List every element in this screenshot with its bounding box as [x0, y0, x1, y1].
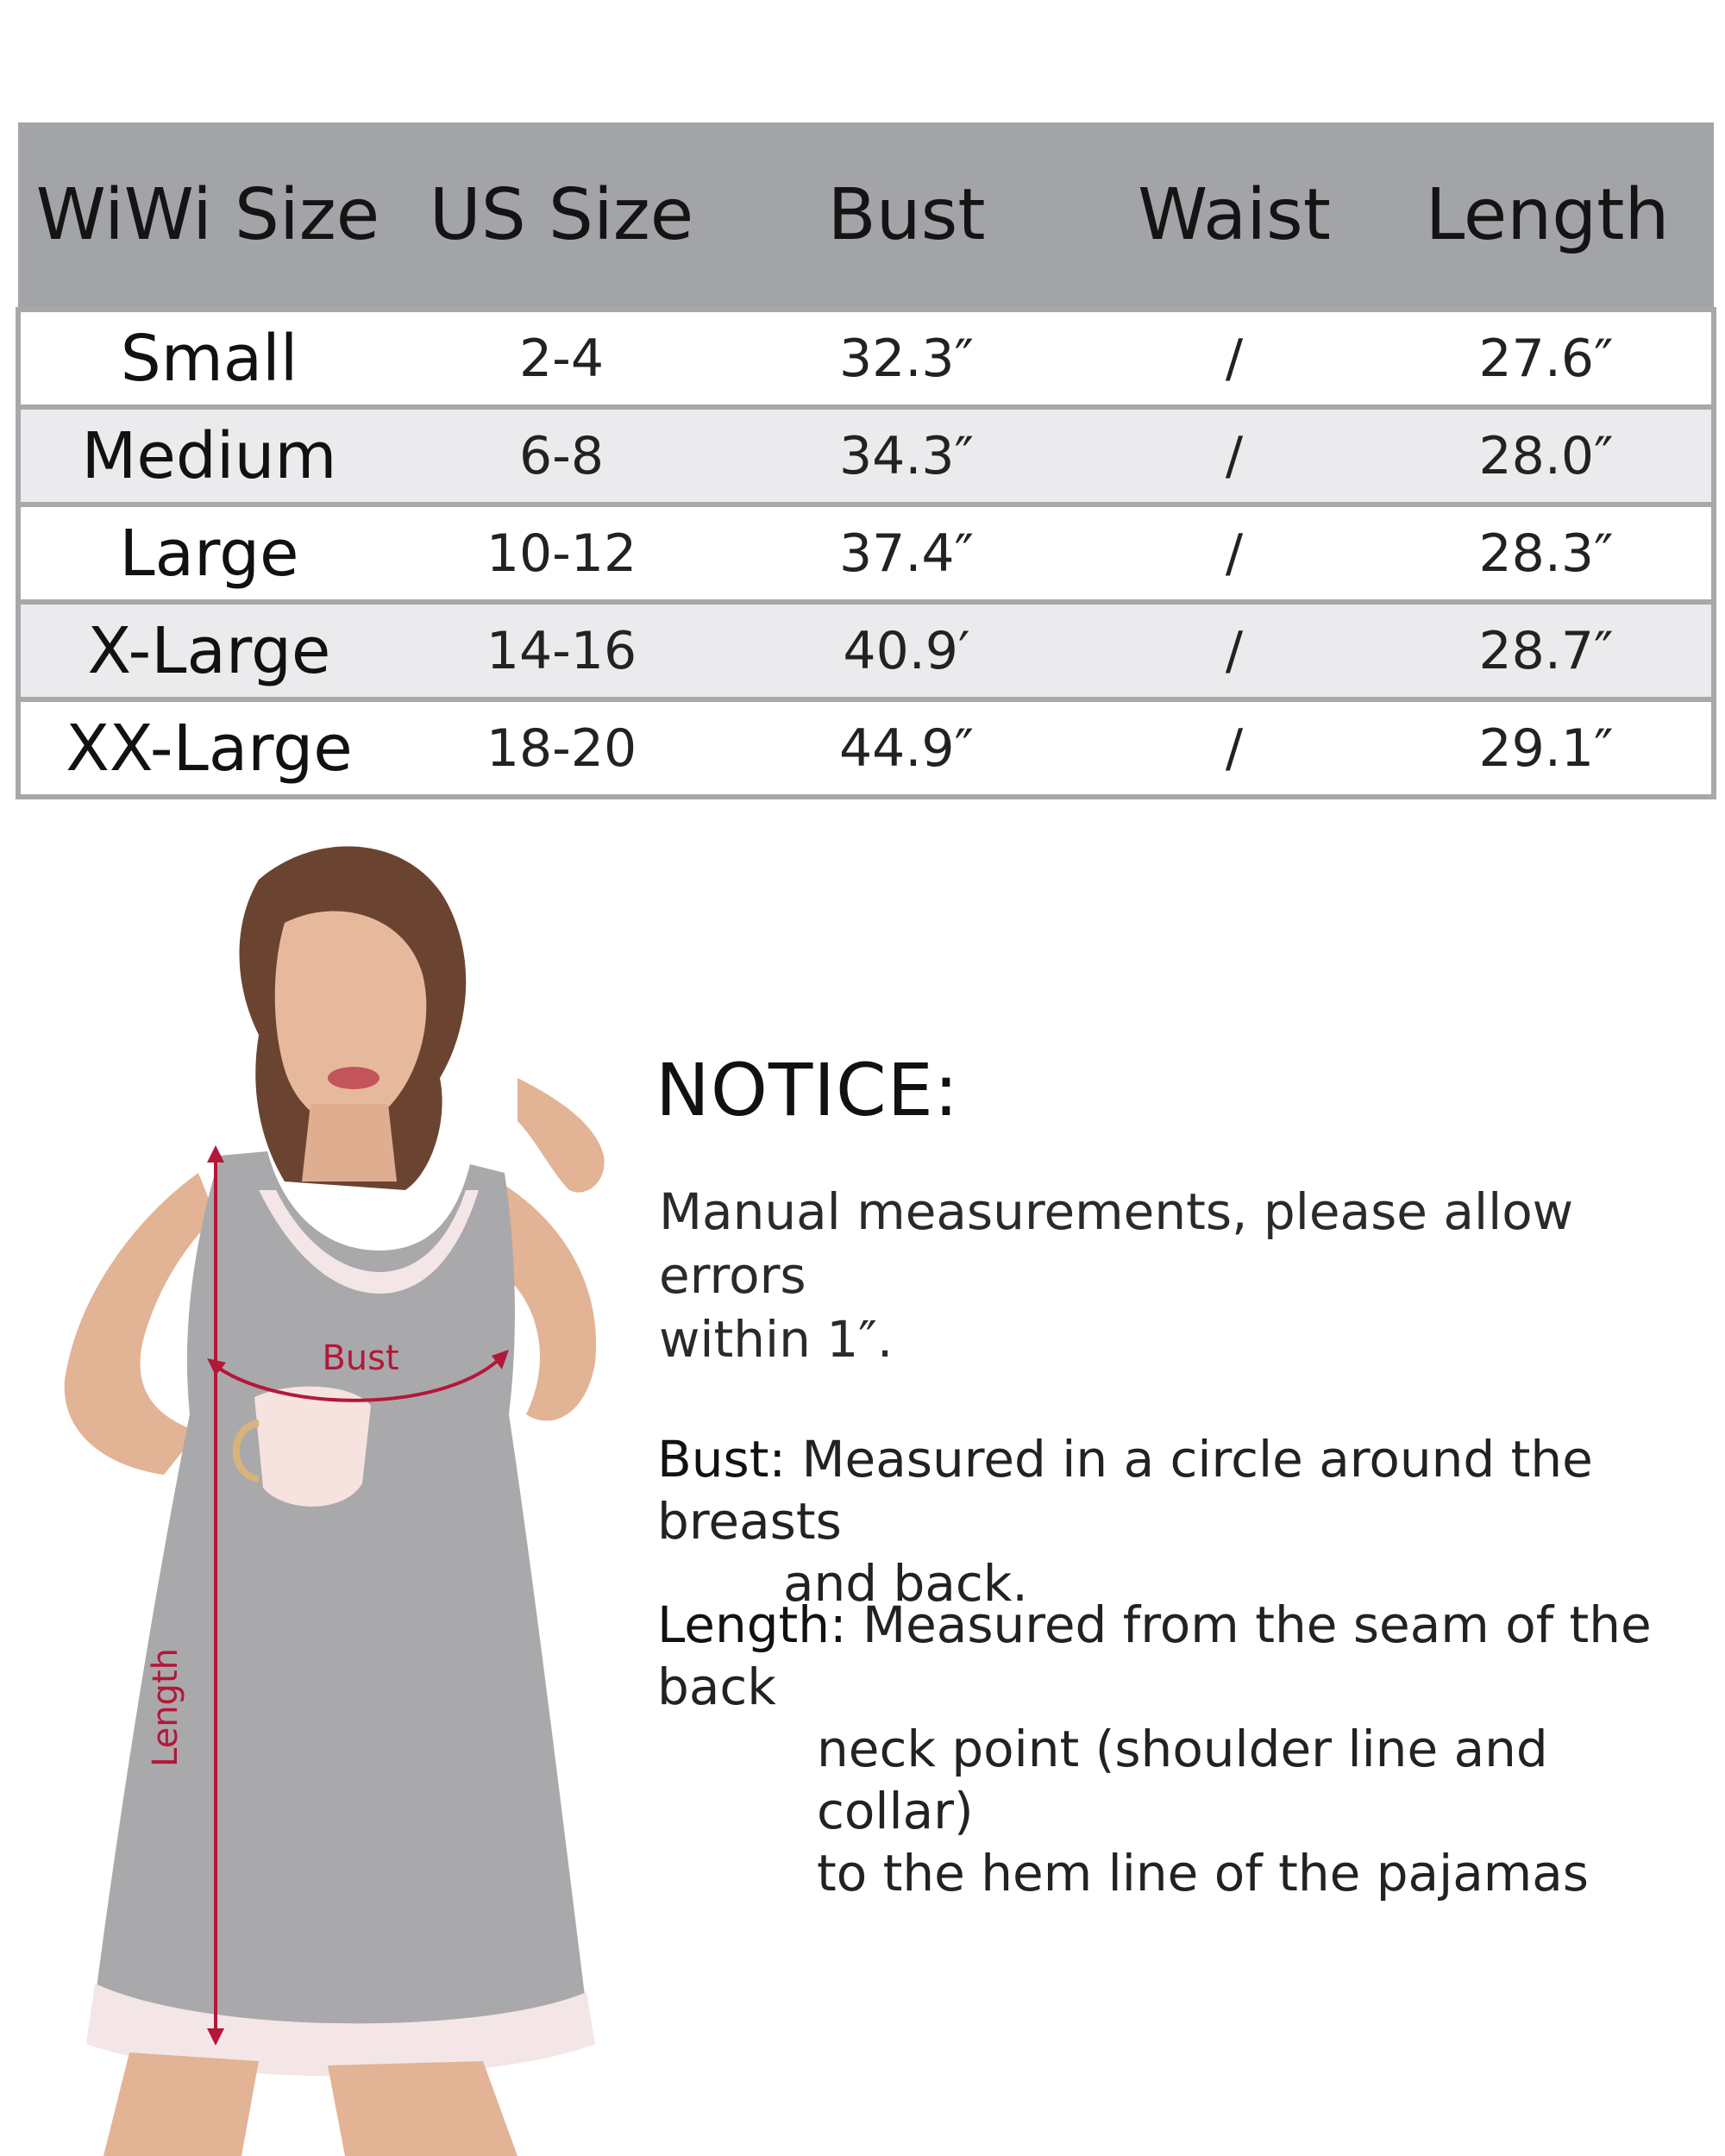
model-figure	[0, 811, 656, 2156]
cell-bust: 32.3″	[725, 310, 1088, 407]
cell-waist: /	[1088, 310, 1381, 407]
cell-us-size: 18-20	[398, 699, 725, 797]
bust-definition-line-2: and back.	[783, 1554, 1028, 1613]
lips-shape	[328, 1067, 380, 1089]
cell-waist: /	[1088, 602, 1381, 699]
cell-waist: /	[1088, 505, 1381, 602]
cell-length: 28.3″	[1381, 505, 1714, 602]
length-definition	[657, 1594, 1709, 1904]
model-illustration	[0, 811, 656, 2156]
header-waist: Waist	[1088, 122, 1381, 310]
header-us-size: US Size	[398, 122, 725, 310]
mug-shape	[254, 1387, 371, 1507]
length-term: Length:	[657, 1595, 847, 1654]
notice-title: NOTICE:	[656, 1048, 960, 1132]
header-wiwi-size: WiWi Size	[18, 122, 398, 310]
notice-line-1: Manual measurements, please allow errors	[659, 1182, 1574, 1305]
cell-bust: 34.3″	[725, 407, 1088, 505]
cell-wiwi-size: XX-Large	[18, 699, 398, 797]
neck-shape	[302, 1104, 397, 1181]
cell-length: 27.6″	[1381, 310, 1714, 407]
header-length: Length	[1381, 122, 1714, 310]
cell-us-size: 10-12	[398, 505, 725, 602]
cell-length: 29.1″	[1381, 699, 1714, 797]
bust-definition-line-1: Measured in a circle around the breasts	[657, 1430, 1593, 1551]
table-header-row	[18, 122, 1714, 310]
bust-term: Bust:	[657, 1430, 787, 1489]
cell-us-size: 6-8	[398, 407, 725, 505]
size-chart-table	[16, 122, 1716, 799]
length-definition-line-2: neck point (shoulder line and collar)	[817, 1720, 1548, 1840]
table-row	[18, 505, 1714, 602]
cell-wiwi-size: Medium	[18, 407, 398, 505]
cell-length: 28.7″	[1381, 602, 1714, 699]
cell-wiwi-size: Large	[18, 505, 398, 602]
table-row	[18, 699, 1714, 797]
length-measure-label: Length	[146, 1648, 185, 1767]
notice-line-2: within 1″.	[659, 1310, 894, 1369]
cell-length: 28.0″	[1381, 407, 1714, 505]
dress-shape	[95, 1151, 586, 2040]
cell-us-size: 14-16	[398, 602, 725, 699]
notice-body	[659, 1180, 1694, 1371]
cell-waist: /	[1088, 699, 1381, 797]
cell-bust: 40.9′	[725, 602, 1088, 699]
header-bust: Bust	[725, 122, 1088, 310]
right-hand-shape	[518, 1078, 605, 1193]
length-definition-line-3: to the hem line of the pajamas	[817, 1844, 1590, 1902]
table-row	[18, 407, 1714, 505]
cell-bust: 37.4″	[725, 505, 1088, 602]
table-row	[18, 310, 1714, 407]
cell-bust: 44.9″	[725, 699, 1088, 797]
cell-us-size: 2-4	[398, 310, 725, 407]
cell-wiwi-size: Small	[18, 310, 398, 407]
cell-waist: /	[1088, 407, 1381, 505]
length-definition-line-1: Measured from the seam of the back	[657, 1595, 1652, 1716]
bust-definition	[657, 1428, 1709, 1614]
table-row	[18, 602, 1714, 699]
length-arrow-top	[207, 1145, 224, 1163]
bust-measure-label: Bust	[322, 1338, 399, 1378]
cell-wiwi-size: X-Large	[18, 602, 398, 699]
